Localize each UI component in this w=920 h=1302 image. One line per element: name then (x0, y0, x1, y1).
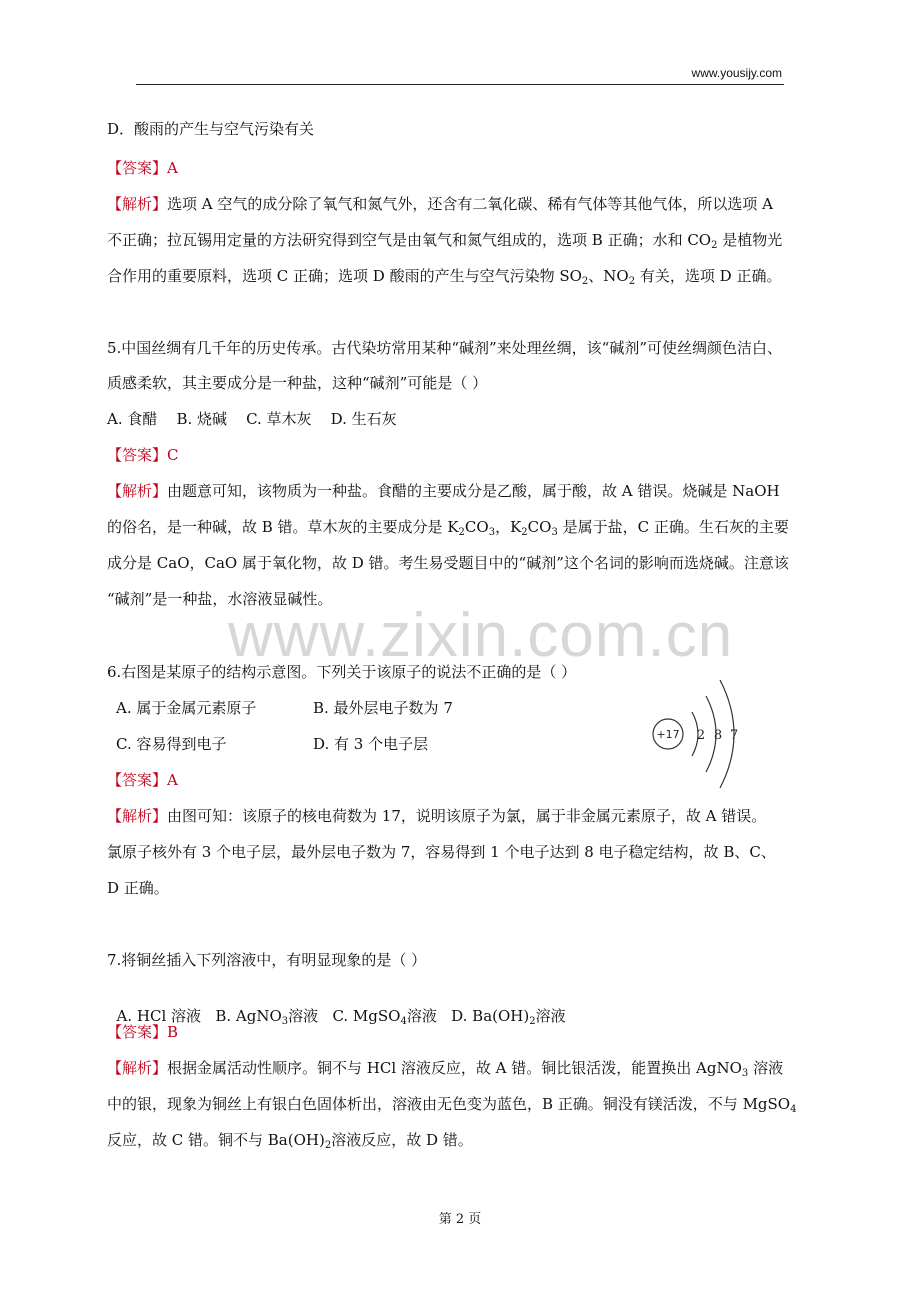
q4-analysis-line-1: 【解析】选项 A 空气的成分除了氧气和氮气外，还含有二氧化碳、稀有气体等其他气体，所以选项 A (107, 195, 773, 213)
q7-answer (107, 1022, 178, 1042)
answer-value: C (167, 446, 179, 464)
q5-options: A. 食醋 B. 烧碱 C. 草木灰 D. 生石灰 (107, 410, 397, 428)
answer-value: A (167, 159, 178, 177)
header-url: www.yousijy.com (691, 66, 782, 80)
q6-option-c: C. 容易得到电子 (116, 735, 227, 753)
answer-value: B (167, 1023, 179, 1041)
q6-option-a: A. 属于金属元素原子 (116, 699, 257, 717)
q5-analysis-line-3: 成分是 CaO，CaO 属于氧化物，故 D 错。考生易受题目中的“碱剂”这个名词的影响而选烧碱。注意该 (107, 554, 789, 572)
atom-structure-diagram (640, 676, 770, 796)
q5-analysis-line-4: “碱剂”是一种盐，水溶液显碱性。 (107, 590, 333, 608)
shell-3-electrons: 7 (729, 728, 739, 743)
q5-answer (107, 445, 179, 465)
analysis-tag: 【解析】 (107, 482, 168, 500)
q6-answer (107, 770, 178, 790)
q5-analysis-line-2: 的俗名，是一种碱，故 B 错。草木灰的主要成分是 $K_2CO_3$，$K_2CO_3$ 是属于盐，C 正确。生石灰的主要 (107, 518, 789, 538)
q6-analysis-line-3: D 正确。 (107, 879, 169, 897)
q7-analysis-line-3: 反应，故 C 错。铜不与 $Ba(OH)_2$溶液反应，故 D 错。 (107, 1131, 473, 1151)
q6-analysis-line-1: 【解析】由图可知：该原子的核电荷数为 17，说明该原子为氯，属于非金属元素原子，故 A 错误。 (107, 807, 767, 825)
analysis-tag: 【解析】 (107, 1059, 168, 1077)
shell-1-electrons: 2 (696, 728, 706, 743)
page-number: 第 2 页 (438, 1212, 482, 1227)
q6-analysis-line-2: 氯原子核外有 3 个电子层，最外层电子数为 7，容易得到 1 个电子达到 8 电子稳定结构，故 B、C、 (107, 843, 776, 861)
answer-tag: 【答案】 (107, 159, 168, 177)
header-rule (136, 84, 784, 85)
q6-stem: 6.右图是某原子的结构示意图。下列关于该原子的说法不正确的是（ ） (107, 663, 577, 681)
q7-analysis-line-2: 中的银，现象为铜丝上有银白色固体析出，溶液由无色变为蓝色，B 正确。铜没有镁活泼，不与 MgSO$_4$ (107, 1095, 797, 1115)
q5-stem-line-2: 质感柔软，其主要成分是一种盐，这种“碱剂”可能是（ ） (107, 374, 488, 392)
q7-analysis-line-1: 【解析】根据金属活动性顺序。铜不与 HCl 溶液反应，故 A 错。铜比银活泼，能置换出 AgNO$_3$ 溶液 (107, 1059, 784, 1079)
q4-answer (107, 158, 178, 178)
q4-analysis-line-2: 不正确；拉瓦锡用定量的方法研究得到空气是由氧气和氮气组成的，选项 B 正确；水和 $CO_2$ 是植物光 (107, 231, 783, 251)
analysis-tag: 【解析】 (107, 195, 168, 213)
q4-analysis-line-3: 合作用的重要原料，选项 C 正确；选项 D 酸雨的产生与空气污染物 $SO_2$、$NO_2$ 有关，选项 D 正确。 (107, 267, 782, 287)
answer-tag: 【答案】 (107, 771, 168, 789)
q6-option-b: B. 最外层电子数为 7 (313, 699, 453, 717)
q4-option-d: D．酸雨的产生与空气污染有关 (107, 120, 315, 138)
shell-2-electrons: 8 (713, 728, 723, 743)
nucleus-charge: +17 (656, 728, 680, 741)
q5-stem-line-1: 5.中国丝绸有几千年的历史传承。古代染坊常用某种“碱剂”来处理丝绸，该“碱剂”可使丝绸颜色洁白、 (107, 339, 782, 357)
q6-option-d: D. 有 3 个电子层 (313, 735, 429, 753)
answer-tag: 【答案】 (107, 446, 168, 464)
analysis-tag: 【解析】 (107, 807, 168, 825)
q7-stem: 7.将铜丝插入下列溶液中，有明显现象的是（ ） (107, 951, 427, 969)
answer-value: A (167, 771, 178, 789)
q5-analysis-line-1: 【解析】由题意可知，该物质为一种盐。食醋的主要成分是乙酸，属于酸，故 A 错误。烧碱是 NaOH (107, 482, 780, 500)
answer-tag: 【答案】 (107, 1023, 168, 1041)
watermark: www.zixin.com.cn (228, 601, 734, 670)
q7-options: A. HCl 溶液 B. AgNO$_3$溶液 C. MgSO$_4$溶液 D. $Ba(OH)_2$溶液 (116, 1007, 566, 1027)
